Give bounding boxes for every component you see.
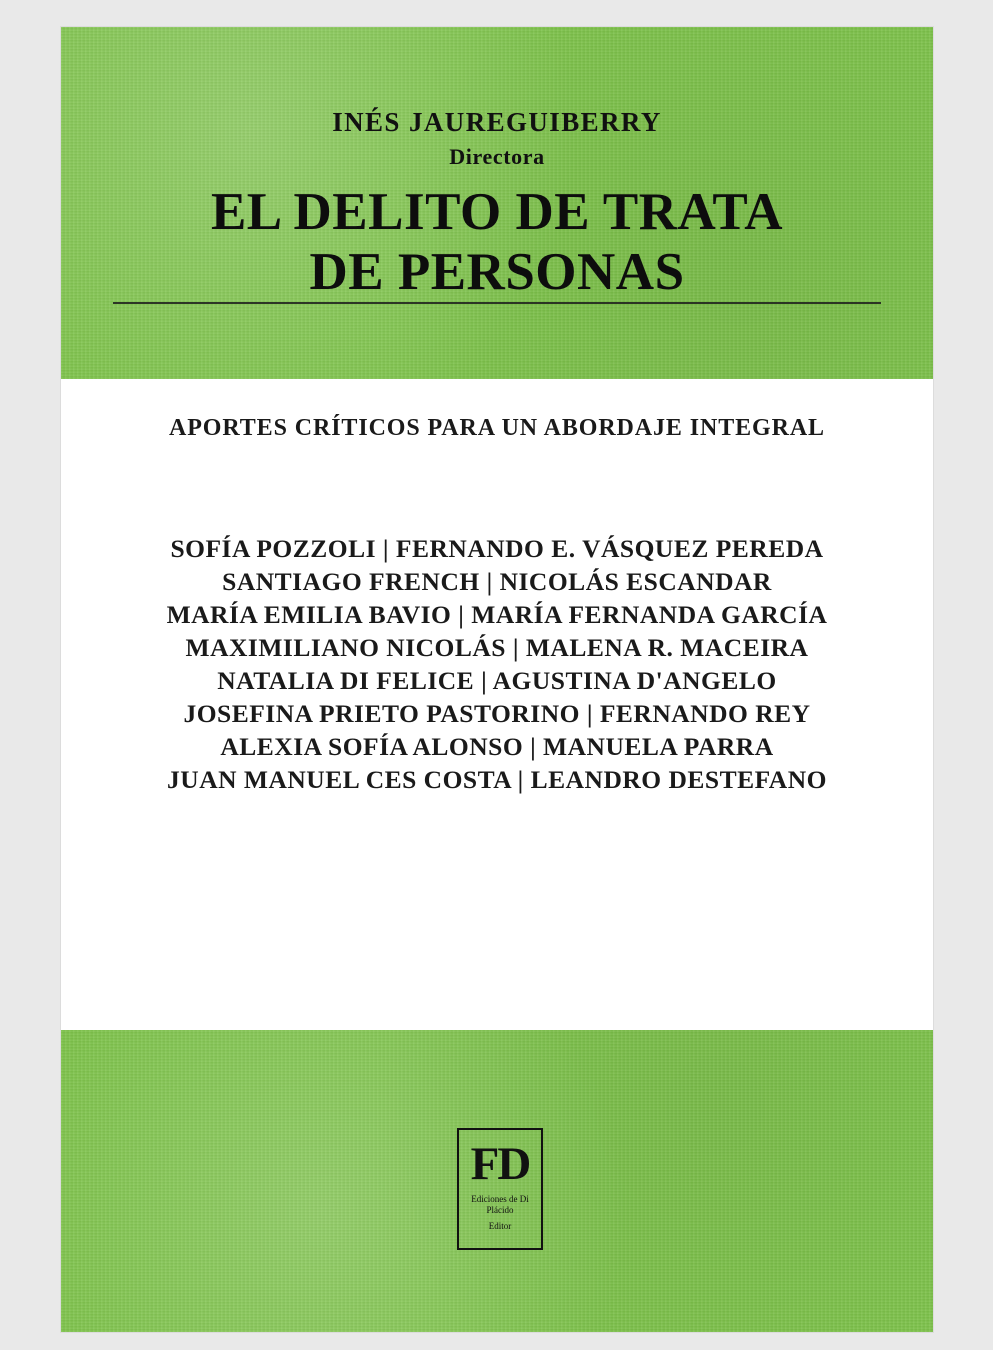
title-line-2: DE PERSONAS [309, 243, 685, 301]
subtitle: APORTES CRÍTICOS PARA UN ABORDAJE INTEGRAL [169, 415, 825, 441]
author-row: JOSEFINA PRIETO PASTORINO | FERNANDO REY [183, 699, 811, 728]
director-name: INÉS JAUREGUIBERRY [332, 107, 662, 137]
author-row: ALEXIA SOFÍA ALONSO | MANUELA PARRA [220, 732, 774, 761]
author-row: SANTIAGO FRENCH | NICOLÁS ESCANDAR [222, 567, 772, 596]
title-line-1: EL DELITO DE TRATA [210, 183, 784, 241]
publisher-name: Ediciones de Di Plácido [471, 1194, 529, 1215]
publisher-logo [457, 1128, 543, 1250]
book-cover [61, 27, 933, 1332]
publisher-role: Editor [488, 1221, 512, 1231]
author-row: JUAN MANUEL CES COSTA | LEANDRO DESTEFANO [167, 765, 827, 794]
title-divider [113, 302, 881, 304]
author-list [61, 532, 933, 796]
publisher-monogram-icon: FD [470, 1138, 530, 1190]
page-title [61, 182, 933, 302]
author-row: NATALIA DI FELICE | AGUSTINA D'ANGELO [217, 666, 777, 695]
author-row: MAXIMILIANO NICOLÁS | MALENA R. MACEIRA [185, 633, 809, 662]
author-row: MARÍA EMILIA BAVIO | MARÍA FERNANDA GARCÍA [166, 600, 828, 629]
director-role: Directora [449, 144, 545, 169]
author-row: SOFÍA POZZOLI | FERNANDO E. VÁSQUEZ PEREDA [170, 534, 824, 563]
